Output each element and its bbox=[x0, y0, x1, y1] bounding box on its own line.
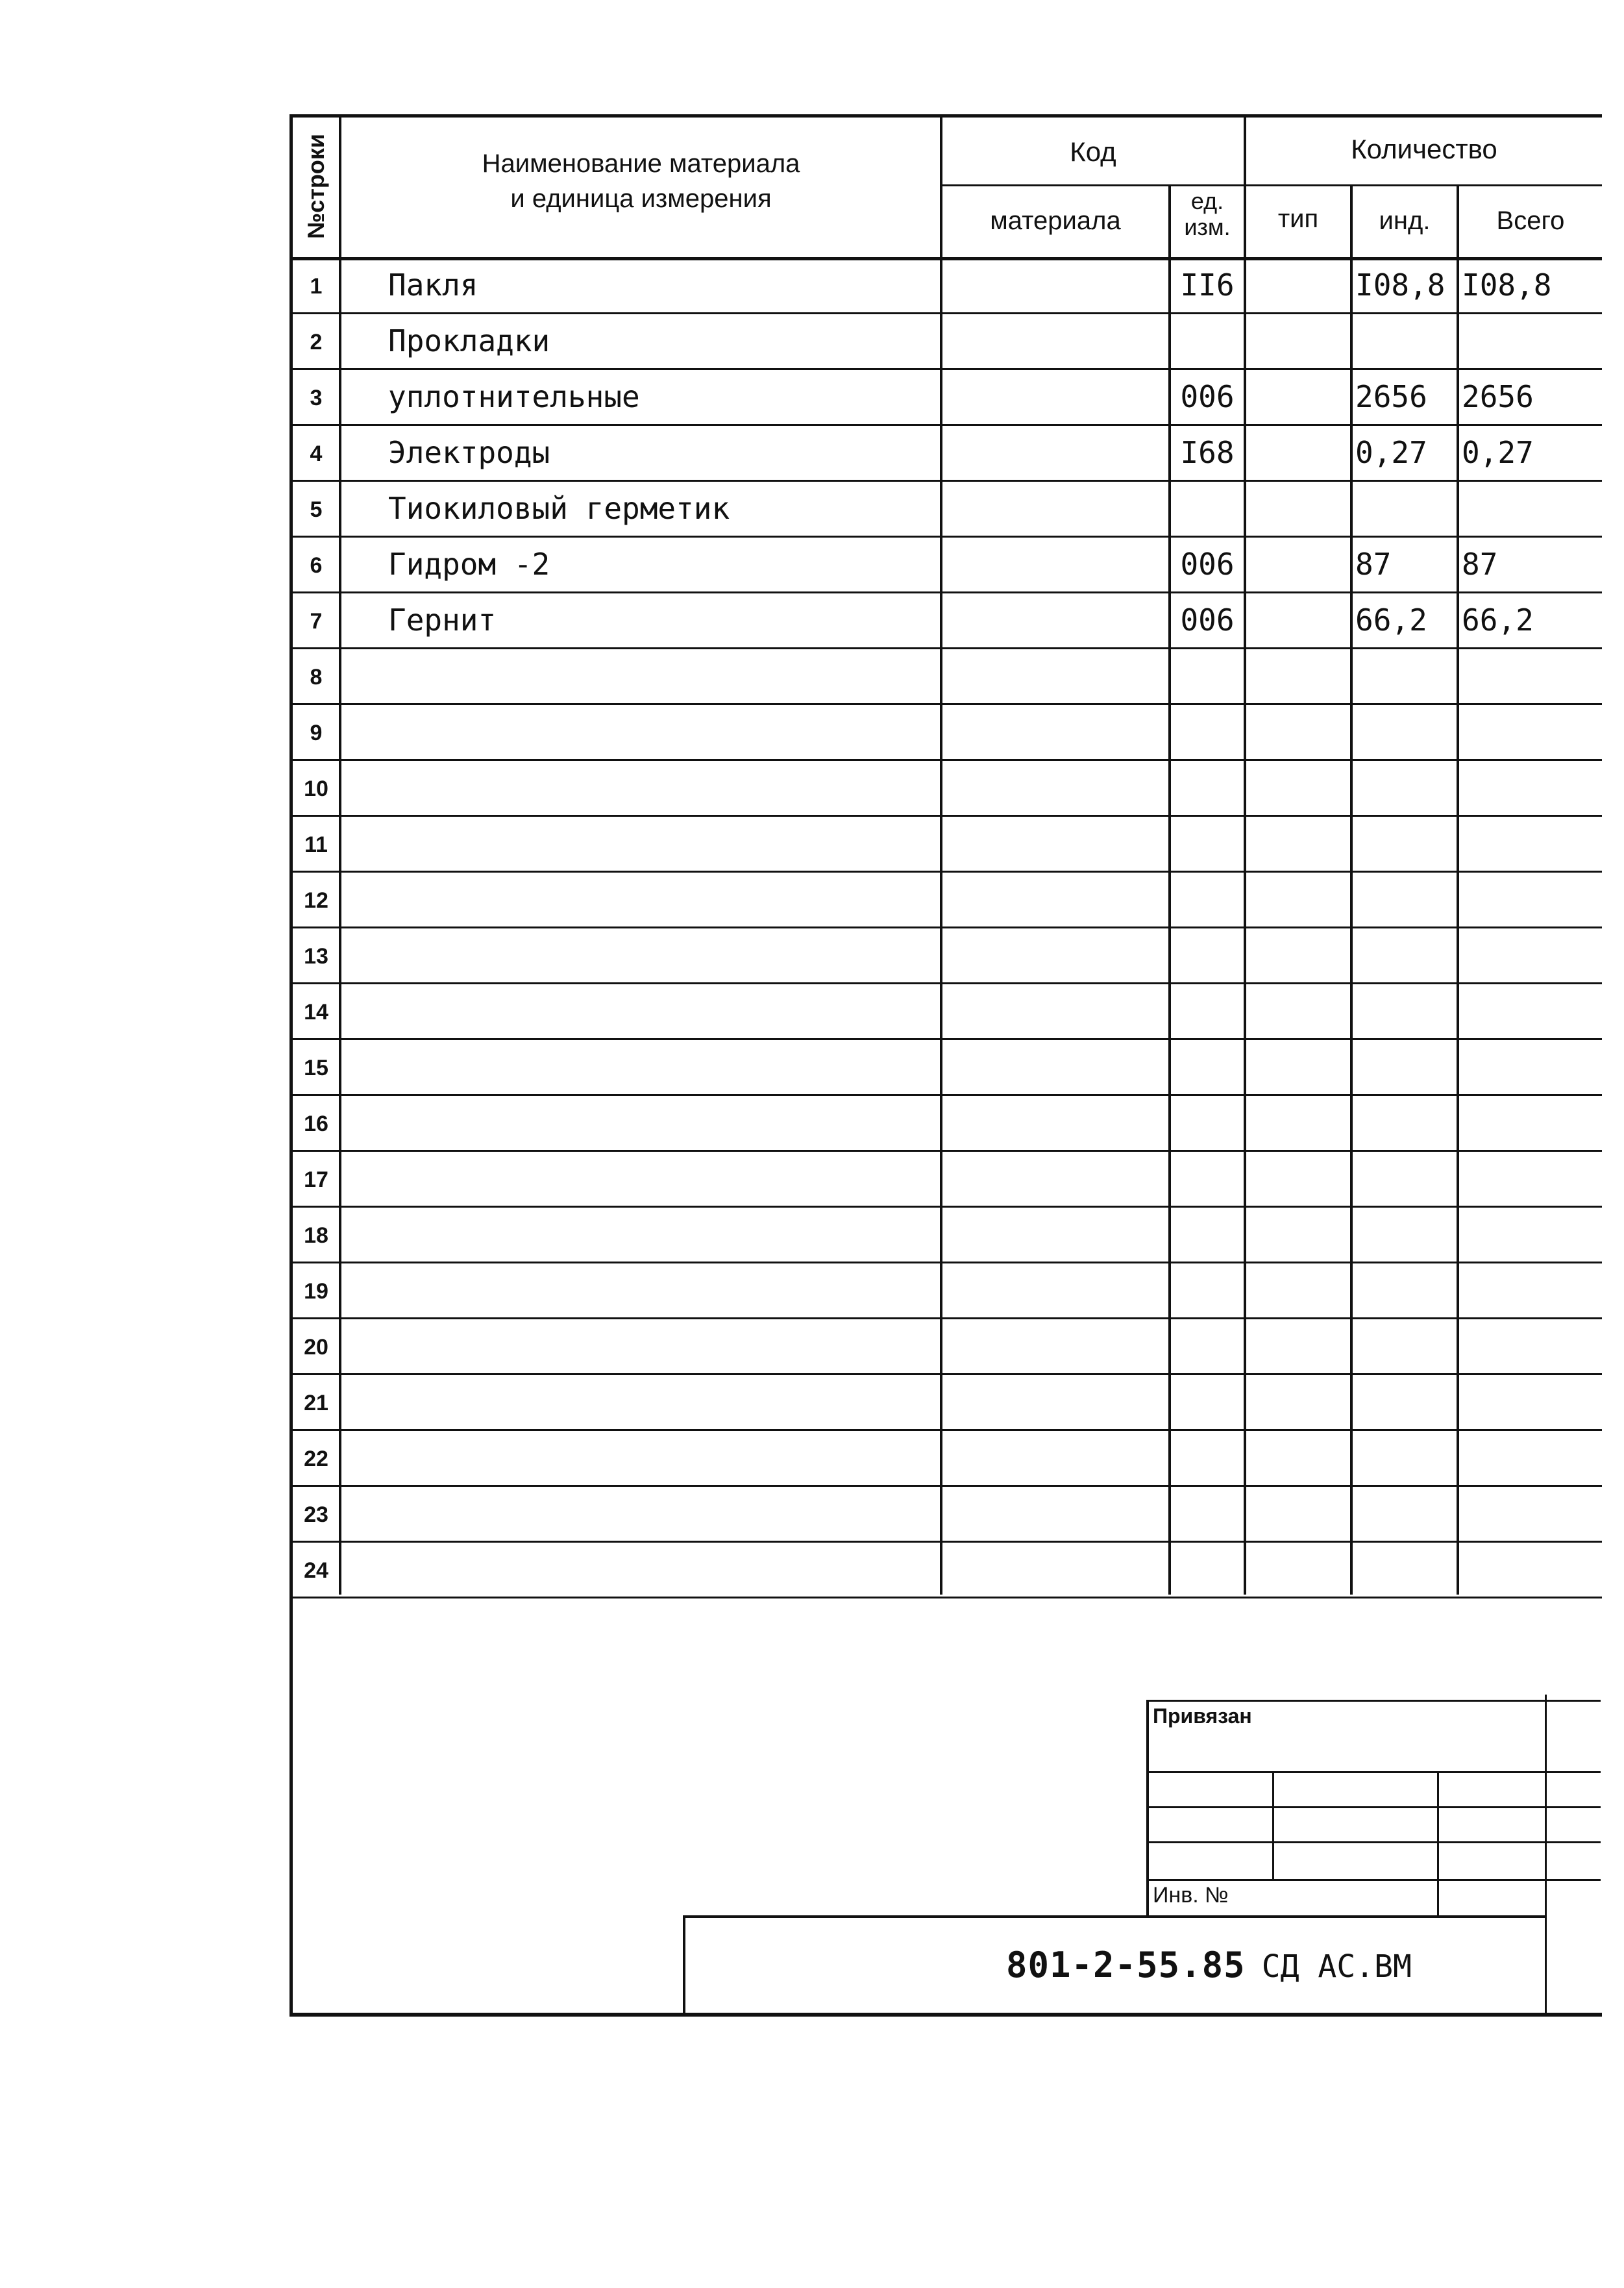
ind-quantity: I08,8 bbox=[1355, 267, 1446, 303]
name-header bbox=[344, 146, 938, 216]
row-number: 22 bbox=[304, 1447, 328, 1471]
unit-code: 006 bbox=[1180, 379, 1235, 414]
row-number: 17 bbox=[304, 1167, 328, 1192]
table-row bbox=[291, 1319, 1602, 1375]
table-row bbox=[291, 1543, 1602, 1598]
table-row bbox=[291, 538, 1602, 593]
unit-header-line2: изм. bbox=[1184, 213, 1231, 240]
ind-header: инд. bbox=[1379, 206, 1431, 235]
material-name: Пакля bbox=[388, 267, 478, 303]
table-row bbox=[291, 1208, 1602, 1263]
table-row bbox=[291, 761, 1602, 817]
document-code bbox=[1006, 1945, 1412, 1985]
table-row bbox=[291, 705, 1602, 761]
doc-code-box-top bbox=[684, 1915, 1545, 1918]
line-gap bbox=[513, 1027, 591, 1032]
code-header: Код bbox=[1070, 136, 1116, 167]
row-number: 11 bbox=[304, 832, 328, 857]
stamp-box-top bbox=[1146, 1700, 1601, 1702]
row-number: 19 bbox=[304, 1279, 328, 1304]
unit-header-line1: ед. bbox=[1190, 188, 1224, 214]
name-header-line1: Наименование материала bbox=[482, 149, 800, 178]
total-quantity: I08,8 bbox=[1462, 267, 1552, 303]
table-row bbox=[291, 1040, 1602, 1096]
document-code-number: 801-2-55.85 bbox=[1006, 1945, 1246, 1985]
material-name: Гидром -2 bbox=[388, 547, 550, 582]
doc-code-box-left bbox=[683, 1915, 685, 2015]
table-row bbox=[291, 1152, 1602, 1208]
row-number: 18 bbox=[304, 1223, 328, 1248]
table-row bbox=[291, 1096, 1602, 1152]
table-row bbox=[291, 1487, 1602, 1543]
table-row bbox=[291, 817, 1602, 873]
row-number: 14 bbox=[304, 1000, 328, 1025]
linked-label: Привязан bbox=[1153, 1704, 1252, 1728]
total-header: Всего bbox=[1496, 206, 1565, 235]
row-number: 3 bbox=[310, 386, 323, 410]
row-number-header-text: №строки bbox=[302, 134, 330, 239]
unit-code: II6 bbox=[1180, 267, 1235, 303]
material-name: Прокладки bbox=[388, 323, 550, 358]
total-quantity: 2656 bbox=[1462, 379, 1534, 414]
stamp-col-line-2 bbox=[1437, 1771, 1439, 1918]
row-number: 7 bbox=[310, 609, 323, 634]
unit-header bbox=[1171, 188, 1244, 240]
total-quantity: 87 bbox=[1462, 547, 1498, 582]
row-number: 13 bbox=[304, 944, 328, 969]
material-code-header: материала bbox=[990, 206, 1121, 235]
row-bottom-line bbox=[291, 1597, 1602, 1598]
row-number: 4 bbox=[310, 441, 323, 466]
stamp-box-left bbox=[1146, 1701, 1149, 1918]
table-row bbox=[291, 314, 1602, 370]
unit-code: 006 bbox=[1180, 547, 1235, 582]
name-header-line2: и единица измерения bbox=[510, 184, 772, 213]
code-subheader-line bbox=[940, 184, 1602, 186]
table-row bbox=[291, 928, 1602, 984]
row-number: 24 bbox=[304, 1558, 328, 1583]
total-quantity: 66,2 bbox=[1462, 603, 1534, 638]
row-number: 2 bbox=[310, 330, 323, 354]
unit-code: 006 bbox=[1180, 603, 1235, 638]
ind-quantity: 87 bbox=[1355, 547, 1392, 582]
material-name: Электроды bbox=[388, 435, 550, 470]
table-row bbox=[291, 258, 1602, 314]
row-number-header bbox=[292, 114, 340, 258]
table-top-border bbox=[291, 114, 1602, 118]
row-number: 21 bbox=[304, 1391, 328, 1415]
stamp-row-line-3 bbox=[1146, 1841, 1601, 1843]
total-quantity: 0,27 bbox=[1462, 435, 1534, 470]
row-number: 6 bbox=[310, 553, 323, 578]
row-number: 12 bbox=[304, 888, 328, 913]
stamp-row-line-4 bbox=[1146, 1879, 1601, 1881]
ind-quantity: 2656 bbox=[1355, 379, 1427, 414]
table-row bbox=[291, 1431, 1602, 1487]
table-row bbox=[291, 649, 1602, 705]
table-row bbox=[291, 426, 1602, 482]
ind-quantity: 0,27 bbox=[1355, 435, 1427, 470]
row-number: 20 bbox=[304, 1335, 328, 1360]
quantity-header: Количество bbox=[1351, 134, 1497, 164]
table-row bbox=[291, 593, 1602, 649]
row-number: 8 bbox=[310, 665, 323, 690]
material-name: уплотнительные bbox=[388, 379, 640, 414]
table-row bbox=[291, 873, 1602, 928]
row-number: 23 bbox=[304, 1502, 328, 1527]
table-row bbox=[291, 370, 1602, 426]
ind-quantity: 66,2 bbox=[1355, 603, 1427, 638]
material-name: Гернит bbox=[388, 603, 497, 638]
inv-no-label: Инв. № bbox=[1153, 1883, 1229, 1908]
row-number: 15 bbox=[304, 1056, 328, 1080]
row-number: 1 bbox=[310, 274, 323, 299]
row-number: 9 bbox=[310, 721, 323, 745]
row-number: 16 bbox=[304, 1112, 328, 1136]
stamp-col-line-1 bbox=[1272, 1771, 1274, 1880]
table-row bbox=[291, 1375, 1602, 1431]
row-number: 5 bbox=[310, 497, 323, 522]
table-row bbox=[291, 482, 1602, 538]
type-header: тип bbox=[1277, 205, 1319, 233]
stamp-right-border bbox=[1545, 1695, 1547, 2013]
stamp-row-line-2 bbox=[1146, 1806, 1601, 1808]
material-name: Тиокиловый герметик bbox=[388, 491, 730, 526]
table-row bbox=[291, 984, 1602, 1040]
unit-code: I68 bbox=[1180, 435, 1235, 470]
table-row bbox=[291, 1263, 1602, 1319]
document-code-suffix: СД АС.ВМ bbox=[1261, 1948, 1412, 1985]
stamp-row-line-1 bbox=[1146, 1771, 1601, 1773]
row-number: 10 bbox=[304, 777, 328, 801]
stamp-bottom-border bbox=[289, 2013, 1602, 2017]
